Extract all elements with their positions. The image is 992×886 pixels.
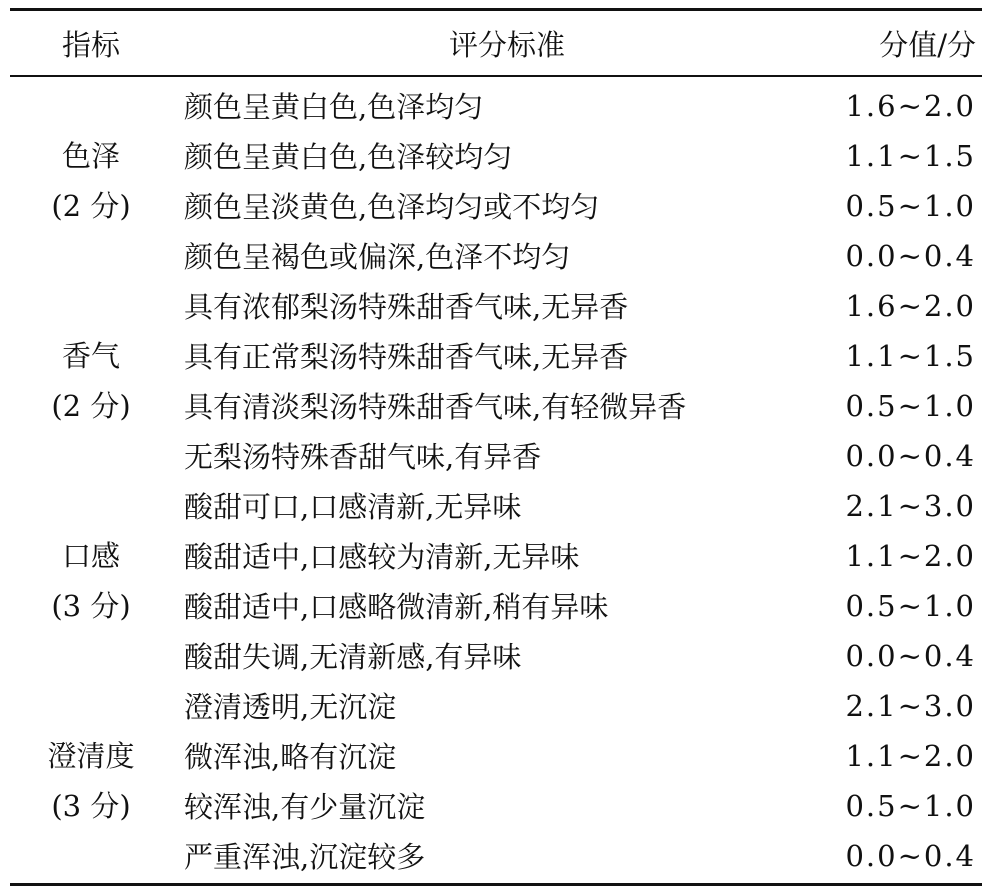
table-row: [172, 281, 982, 331]
group-label: [10, 481, 172, 681]
table-row: [172, 581, 982, 631]
indicator-name: 口感: [61, 538, 120, 573]
criteria-cell: 澄清透明,无沉淀: [184, 690, 397, 724]
criteria-cell: 具有浓郁梨汤特殊甜香气味,无异香: [184, 290, 629, 324]
indicator-points: (2 分): [51, 188, 131, 223]
score-cell: 0.5~1.0: [845, 588, 976, 623]
score-cell: 2.1~3.0: [845, 488, 976, 523]
table-row: [172, 381, 982, 431]
table-row: [172, 431, 982, 481]
group-label: [10, 81, 172, 281]
indicator-points: (3 分): [51, 788, 131, 823]
indicator-name: 色泽: [61, 138, 120, 173]
group-label: [10, 681, 172, 881]
score-cell: 1.1~2.0: [845, 538, 976, 573]
table-row: [172, 531, 982, 581]
criteria-cell: 较浑浊,有少量沉淀: [184, 790, 426, 824]
indicator-points: (3 分): [51, 588, 131, 623]
score-cell: 1.6~2.0: [845, 88, 976, 123]
table-row: [172, 131, 982, 181]
group-clarity: [10, 681, 982, 881]
score-cell: 0.5~1.0: [845, 188, 976, 223]
group-label: [10, 281, 172, 481]
table-row: [172, 631, 982, 681]
criteria-cell: 微浑浊,略有沉淀: [184, 740, 397, 774]
score-cell: 1.1~1.5: [845, 338, 976, 373]
header-score: 分值/分: [879, 27, 976, 62]
criteria-cell: 具有清淡梨汤特殊甜香气味,有轻微异香: [184, 390, 687, 424]
table-body: [10, 77, 982, 881]
group-taste: [10, 481, 982, 681]
criteria-cell: 酸甜适中,口感略微清新,稍有异味: [184, 590, 609, 624]
header-indicator: 指标: [61, 27, 120, 62]
group-color: [10, 81, 982, 281]
table-row: [172, 481, 982, 531]
table-bottom-rule: [10, 883, 982, 886]
score-cell: 1.1~2.0: [845, 738, 976, 773]
table-row: [172, 681, 982, 731]
table-row: [172, 231, 982, 281]
criteria-cell: 颜色呈褐色或偏深,色泽不均匀: [184, 240, 571, 274]
table-row: [172, 781, 982, 831]
indicator-points: (2 分): [51, 388, 131, 423]
table-row: [172, 731, 982, 781]
table-row: [172, 331, 982, 381]
score-cell: 2.1~3.0: [845, 688, 976, 723]
score-cell: 0.0~0.4: [845, 638, 976, 673]
indicator-name: 香气: [61, 338, 120, 373]
criteria-cell: 具有正常梨汤特殊甜香气味,无异香: [184, 340, 629, 374]
criteria-cell: 酸甜适中,口感较为清新,无异味: [184, 540, 580, 574]
criteria-cell: 颜色呈淡黄色,色泽均匀或不均匀: [184, 190, 600, 224]
criteria-cell: 颜色呈黄白色,色泽均匀: [184, 90, 484, 124]
score-cell: 0.5~1.0: [845, 388, 976, 423]
group-aroma: [10, 281, 982, 481]
score-cell: 0.5~1.0: [845, 788, 976, 823]
table-row: [172, 181, 982, 231]
score-cell: 0.0~0.4: [845, 238, 976, 273]
criteria-cell: 严重浑浊,沉淀较多: [184, 840, 426, 874]
table-row: [172, 81, 982, 131]
criteria-cell: 无梨汤特殊香甜气味,有异香: [184, 440, 542, 474]
scoring-table: [10, 8, 982, 886]
criteria-cell: 酸甜可口,口感清新,无异味: [184, 490, 522, 524]
header-criteria: 评分标准: [448, 27, 565, 62]
criteria-cell: 酸甜失调,无清新感,有异味: [184, 640, 522, 674]
score-cell: 1.1~1.5: [845, 138, 976, 173]
table-header: [10, 11, 982, 75]
criteria-cell: 颜色呈黄白色,色泽较均匀: [184, 140, 513, 174]
table-row: [172, 831, 982, 881]
score-cell: 0.0~0.4: [845, 838, 976, 873]
indicator-name: 澄清度: [47, 738, 135, 773]
score-cell: 0.0~0.4: [845, 438, 976, 473]
score-cell: 1.6~2.0: [845, 288, 976, 323]
